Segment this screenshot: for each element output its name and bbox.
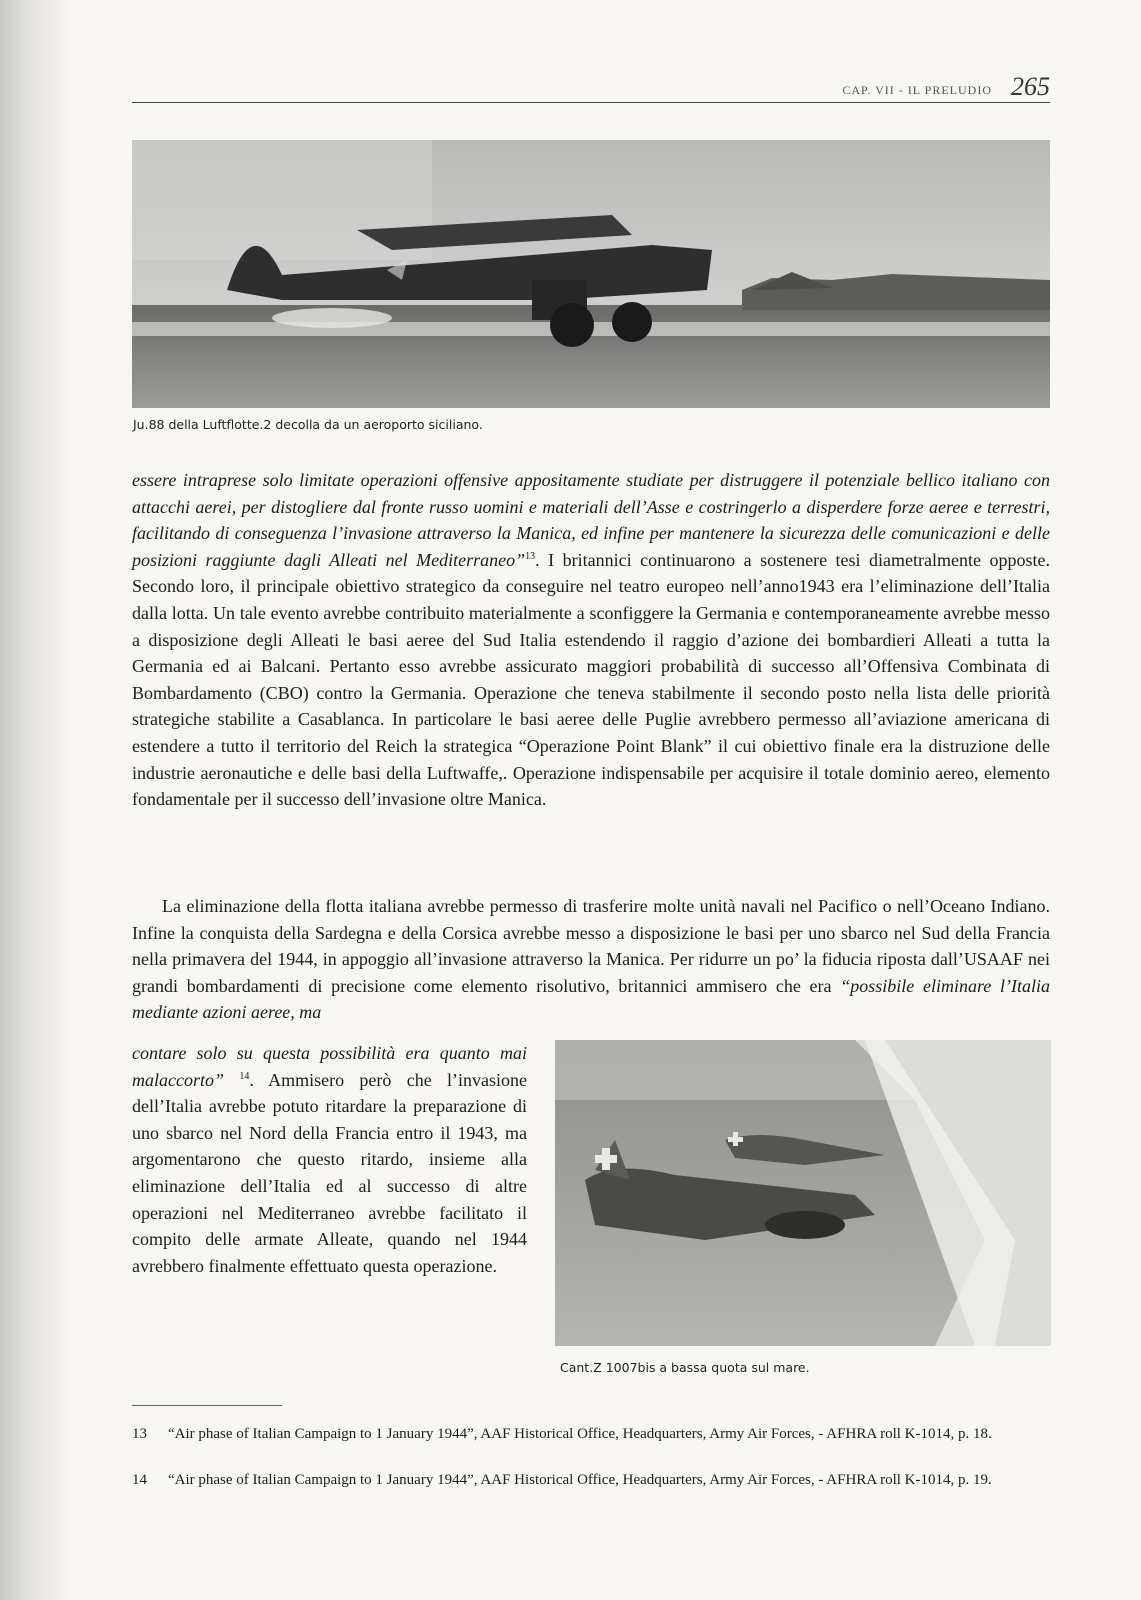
paragraph2-text: La eliminazione della flotta italiana avrebbe permesso di trasferire molte unità navali nel Pacifico o nell’Oceano Indiano. Infine la conquista della Sardegna e della Corsica avrebbe messo a disposizione le basi per uno sbarco nel Sud della Francia nella primavera del 1944, in appoggio all’invasione attraverso la Manica. Per ridurre un po’ la fiducia riposta dall’USAAF nei grandi bombardamenti di precisione come elemento risolutivo, britannici ammisero che era xyxy=(132,896,1050,996)
chapter-title: CAP. VII - IL PRELUDIO xyxy=(842,83,992,97)
paragraph1-text: . I britannici continuarono a sostenere tesi diametralmente opposte. Secondo loro, il principale obiettivo strategico da conseguire nel teatro europeo nell’anno1943 era l’eliminazione dell’Italia dalla lotta. Un tale evento avrebbe contribuito materialmente a sconfiggere la Germania e contemporaneamente avrebbe messo a disposizione degli Alleati le basi aeree del Sud Italia estendendo il raggio d’azione dei bombardieri Alleati a tutta la Germania ed ai Balcani. Pertanto esso avrebbe assicurato maggiori probabilità di successo all’Offensiva Combinata di Bombardamento (CBO) contro la Germania. Operazione che teneva stabilmente il secondo posto nella lista delle priorità strategiche stabilite a Casablanca. In particolare le basi aeree delle Puglie avrebbero permesso all’aviazione americana di estendere a tutto il territorio del Reich la strategica “Operazione Point Blank” il cui obiettivo finale era la distruzione delle industrie aeronautiche e delle basi della Luftwaffe,. Operazione indispensabile per acquisire il totale dominio aereo, elemento fondamentale per il successo dell’invasione oltre Manica. xyxy=(132,549,1050,810)
photo-cantz-over-sea xyxy=(555,1040,1051,1346)
paragraph3-quote-end: contare solo su questa possibilità era quanto mai malaccorto” xyxy=(132,1043,527,1090)
footnote-divider xyxy=(132,1405,282,1406)
ju88-photo-illustration xyxy=(132,140,1050,408)
paragraph1-quote: essere intraprese solo limitate operazioni offensive appositamente studiate per distruggere il potenziale bellico italiano con attacchi aerei, per distogliere dal fronte russo uomini e materiali dell’Asse e costringerlo a disperdere forze aeree e terrestri, facilitando di conseguenza l’invasione attraverso la Manica, ed infine per mantenere la sicurezza delle comunicazioni e delle posizioni raggiunte dagli Alleati nel Mediterraneo xyxy=(132,470,1050,570)
footnote-13 xyxy=(132,1424,1050,1445)
footnote-ref-14: 14 xyxy=(239,1070,250,1082)
footnote-ref-13: 13 xyxy=(525,550,536,562)
paragraph2-quote-start: “possibile eliminare l’Italia mediante azioni aeree, ma xyxy=(132,975,1051,1023)
footnote-14 xyxy=(132,1470,1050,1491)
running-header xyxy=(132,70,1050,103)
cantz-photo-illustration xyxy=(555,1040,1051,1346)
paragraph1-quote-end: ” xyxy=(515,549,526,570)
paragraph-2 xyxy=(132,893,1050,1026)
page-binding-shadow xyxy=(0,0,70,1600)
figure1-caption: Ju.88 della Luftflotte.2 decolla da un aeroporto siciliano. xyxy=(133,417,483,432)
footnote-13-number: 13 xyxy=(132,1426,147,1442)
page-number: 265 xyxy=(1011,72,1050,101)
photo-ju88-takeoff xyxy=(132,140,1050,408)
paragraph3-text: . Ammisero però che l’invasione dell’Italia avrebbe potuto ritardare la preparazione di uno sbarco nel Nord della Francia entro il 1943, ma argomentarono che questo ritardo, insieme alla eliminazione dell’Italia ed al successo di altre operazioni nel Mediterraneo avrebbe facilitato il compito delle armate Alleate, quando nel 1944 avrebbero finalmente effettuato questa operazione. xyxy=(132,1069,527,1276)
figure2-caption: Cant.Z 1007bis a bassa quota sul mare. xyxy=(560,1360,810,1375)
paragraph-3 xyxy=(132,1040,527,1279)
paragraph-1 xyxy=(132,467,1050,813)
footnote-13-text: “Air phase of Italian Campaign to 1 January 1944”, AAF Historical Office, Headquarters, Army Air Forces, - AFHRA roll K-1014, p. 18. xyxy=(168,1426,992,1442)
footnote-14-number: 14 xyxy=(132,1472,147,1488)
footnote-14-text: “Air phase of Italian Campaign to 1 January 1944”, AAF Historical Office, Headquarters, Army Air Forces, - AFHRA roll K-1014, p. 19. xyxy=(168,1472,992,1488)
